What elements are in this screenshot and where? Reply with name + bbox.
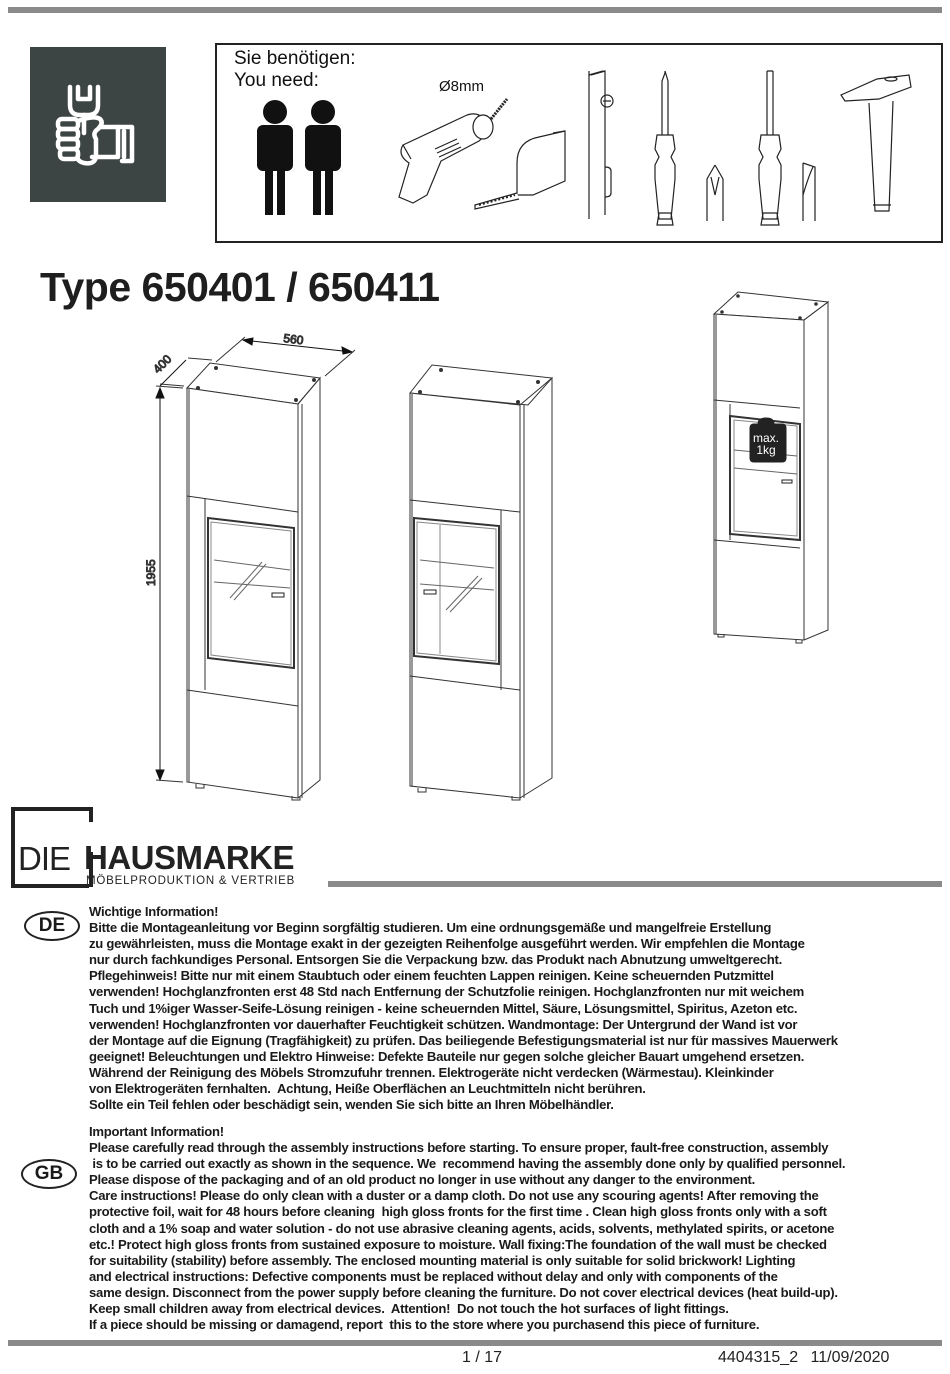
notice-de <box>89 904 939 1113</box>
bottom-rule <box>8 1340 942 1346</box>
drill-icon <box>399 99 507 203</box>
svg-text:400: 400 <box>150 352 175 377</box>
notice-line: same design. Disconnect from the power supply before cleaning the furniture. Do not cover electrical devices (heat build-up). <box>89 1284 838 1300</box>
notice-line: cloth and a 1% soap and water solution - do not use abrasive cleaning agents, acids, solvents, methylated spirits, or acetone <box>89 1220 835 1236</box>
page-number: 1 / 17 <box>462 1349 503 1366</box>
max-load-line1: max. <box>752 431 779 445</box>
notice-line: Care instructions! Please do only clean with a duster or a damp cloth. Do not use any scouring agents! After removing the <box>89 1188 819 1204</box>
notice-gb <box>89 1124 939 1333</box>
doc-code: 4404315_2 <box>718 1349 799 1366</box>
notice-line: von Elektrogeräten fernhalten. Achtung, Heiße Oberflächen an Leuchtmitteln nicht berühren. <box>89 1081 646 1097</box>
doc-date: 11/09/2020 <box>810 1349 890 1366</box>
notice-line: etc.! Protect high gloss fronts from sustained exposure to moisture. Wall fixing:The foundation of the wall must be checked <box>89 1236 827 1252</box>
notice-line: verwenden! Hochglanzfronten erst 48 Std nach Entfernung der Schutzfolie reinigen. Hochglanzfronten nur mit weichem <box>89 984 805 1000</box>
you-need-label-en: You need: <box>234 70 319 91</box>
cabinet-drawing-variant <box>410 365 552 800</box>
notice-line: zu gewährleisten, muss die Montage exakt in der gezeigten Reihenfolge ausgeführt werden. Wir empfehlen die Montage <box>89 936 805 952</box>
wrench-hand-icon <box>48 77 148 177</box>
tape-measure-icon <box>475 131 565 209</box>
max-load-badge <box>748 432 784 456</box>
notice-line: and electrical instructions: Defective components must be replaced without delay and only with components of the <box>89 1268 778 1284</box>
notice-line: protective foil, wait for 48 hours before cleaning high gloss fronts for the first time . Clean high gloss fronts only with a soft <box>89 1204 827 1220</box>
tools-needed-panel <box>215 43 943 243</box>
brand-logo <box>8 804 328 888</box>
brand-name-light: DIE <box>18 840 71 877</box>
notice-line: geeignet! Beleuchtungen und Elektro Hinweise: Defekte Bauteile nur gegen solche gleicher Bauart umgehend ersetzen. <box>89 1048 805 1064</box>
notice-heading: Important Information! <box>89 1124 224 1139</box>
notice-line: Please dispose of the packaging and of an old product no longer in use without any danger to the environment. <box>89 1172 756 1188</box>
spirit-level-icon <box>589 71 613 219</box>
phillips-bit-icon <box>707 165 723 221</box>
hammer-icon <box>841 75 911 211</box>
notice-line: Während der Reinigung des Möbels Stromzufuhr trennen. Elektrogeräte nicht verdecken (Wärmestau). Kleinkinder <box>89 1064 774 1080</box>
svg-text:560: 560 <box>282 331 305 348</box>
brand-name-bold: HAUSMARKE <box>84 839 294 876</box>
notice-line: for suitability (stability) before assembly. The enclosed mounting material is only suitable for solid brickwork! Lighting <box>89 1252 796 1268</box>
notice-line: verwenden! Hochglanzfronten vor dauerhafter Feuchtigkeit schützen. Wandmontage: Der Untergrund der Wand ist vor <box>89 1016 798 1032</box>
two-persons-icon <box>257 100 341 215</box>
notice-line: Sollte ein Teil fehlen oder beschädigt sein, wenden Sie sich bitte an Ihren Möbelhändler. <box>89 1097 614 1113</box>
you-need-label-de: Sie benötigen: <box>234 48 356 69</box>
flathead-bit-icon <box>803 163 815 221</box>
notice-line: nur durch fachkundiges Personal. Entsorgen Sie die Verpackung bzw. das Produkt nach Abnutzung umweltgerecht. <box>89 952 783 968</box>
logo-frame-bottom <box>11 884 89 888</box>
document-code <box>718 1349 889 1367</box>
max-load-line2: 1kg <box>756 443 776 457</box>
product-type-title: Type 650401 / 650411 <box>40 264 440 310</box>
cabinet-drawing-shelf-load <box>714 292 828 643</box>
cabinet-drawing-dimensioned <box>144 331 355 800</box>
brand-tagline: MÖBELPRODUKTION & VERTRIEB <box>86 875 296 887</box>
notice-line: If a piece should be missing or damagend, report this to the store where you purchasend this piece of furniture. <box>89 1317 760 1333</box>
notice-line: Keep small children away from electrical devices. Attention! Do not touch the hot surfaces of light fittings. <box>89 1301 729 1317</box>
flathead-screwdriver-icon <box>759 71 781 225</box>
notice-line: is to be carried out exactly as shown in the sequence. We recommend having the assembly done only by qualified personnel. <box>89 1156 846 1172</box>
notice-line: Please carefully read through the assembly instructions before starting. To ensure proper, fault-free construction, assembly <box>89 1140 829 1156</box>
svg-text:1955: 1955 <box>144 559 158 586</box>
notice-line: Tuch und 1%iger Wasser-Seife-Lösung reinigen - keine scheuernden Mittel, Säure, Lösungsmittel, Spiritus, Azeton etc. <box>89 1000 798 1016</box>
drill-bit-size: Ø8mm <box>439 78 484 95</box>
assembly-icon-badge <box>30 47 166 202</box>
language-badge-gb: GB <box>21 1159 77 1189</box>
notice-line: der Montage auf die Eignung (Tragfähigkeit) zu prüfen. Das beiliegende Befestigungsmaterial ist nur für massives Mauerwerk <box>89 1032 838 1048</box>
notice-line: Bitte die Montageanleitung vor Beginn sorgfältig studieren. Um eine ordnungsgemäße und mangelfreie Erstellung <box>89 920 772 936</box>
notice-heading: Wichtige Information! <box>89 904 219 919</box>
top-rule <box>8 7 942 13</box>
language-badge-de: DE <box>24 911 80 941</box>
mid-rule <box>328 881 942 887</box>
notice-line: Pflegehinweis! Bitte nur mit einem Staubtuch oder einem feuchten Lappen reinigen. Keine scheuernden Putzmittel <box>89 968 774 984</box>
phillips-screwdriver-icon <box>655 71 675 225</box>
